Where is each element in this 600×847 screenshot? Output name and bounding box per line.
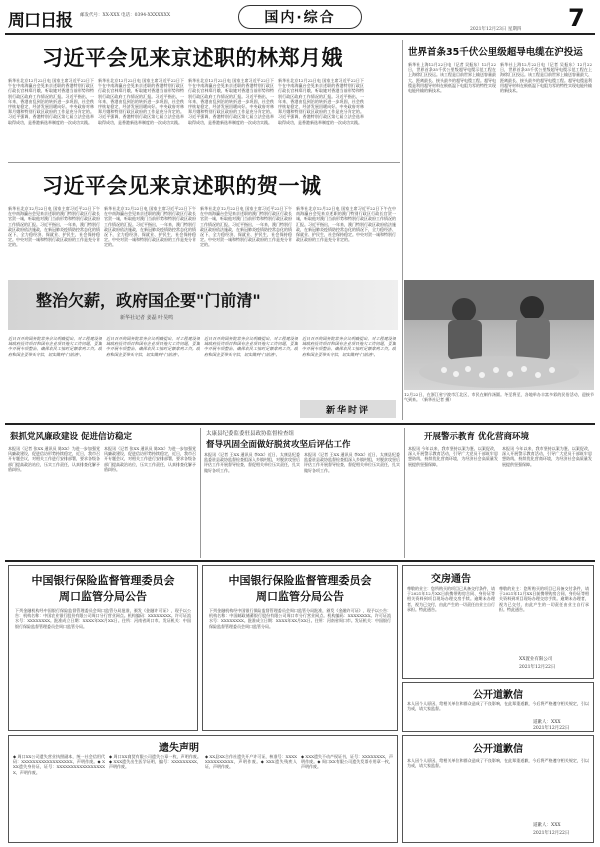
notice2-box [202, 565, 398, 731]
mid-center-col1: 本报讯（记者 王XX 通讯员 李XX）近日，太康县纪委监委驻县政协监督检查组深入乡镇村组，对脱贫攻坚后评估工作开展督导检查，督促相关单位压实责任，扎实做好各项工作。 [204, 452, 300, 473]
mid-right-col1: 本报讯 今年以来，我市坚持以案为鉴、以案促改，深入开展警示教育活动，引导广大党员干部筑牢思想防线，持续优化营商环境，为经济社会高质量发展提供坚强保障。 [408, 446, 498, 467]
commentary-col1: 近日召开的国务院常务会议明确提出，对工程建设领域政府投资项目和国有企业项目拖欠工资问题，要集中开展专项整治，确保农民工按时足额拿到工资。政府和国企要带头守信，切实做到"门前清"。 [8, 336, 102, 357]
photo-scene-icon [404, 280, 594, 390]
lost-title: 遗失声明 [159, 743, 199, 754]
apology1-date: 2021年12月22日 [533, 726, 570, 731]
lead1-col3: 新华社北京12月22日电 国家主席习近平22日下午在中南海瀛台会见来京述职的香港特别行政区行政长官林郑月娥，听取她对香港当前形势和特别行政区政府工作情况的汇报。习近平指出，一年来，香港由乱到治的转折进一步巩固，社会秩序恢复稳定，经济发展回暖向好。中央政府对林郑月娥和特别行政区政府的工作是充分肯定的。习近平强调，香港特别行政区第七届立法会选举取得成功，是香港新选举制度的一次成功实践。 [188, 78, 274, 125]
commentary-col2: 近日召开的国务院常务会议明确提出，对工程建设领域政府投资项目和国有企业项目拖欠工资问题，要集中开展专项整治，确保农民工按时足额拿到工资。政府和国企要带头守信，切实做到"门前清"。 [106, 336, 200, 357]
apology1-title: 公开道歉信 [473, 690, 523, 701]
apology2-signature: 道歉人：XXX [533, 823, 561, 828]
commentary-title: 整治欠薪，政府国企要"门前清" [36, 291, 261, 310]
apology2-title: 公开道歉信 [473, 744, 523, 755]
mid-left-col2: 本报讯（记者 张XX 通讯员 陈XX）为进一步加强党风廉政建设，促进信访形势持续稳定，近日，我市召开专题会议，对相关工作进行安排部署，要求各级各部门提高政治站位，压实工作责任，认真排查化解矛盾纠纷。 [104, 446, 196, 472]
lead1-col2: 新华社北京12月22日电 国家主席习近平22日下午在中南海瀛台会见来京述职的香港特别行政区行政长官林郑月娥，听取她对香港当前形势和特别行政区政府工作情况的汇报。习近平指出，一年来，香港由乱到治的转折进一步巩固，社会秩序恢复稳定，经济发展回暖向好。中央政府对林郑月娥和特别行政区政府的工作是充分肯定的。习近平强调，香港特别行政区第七届立法会选举取得成功，是香港新选举制度的一次成功实践。 [98, 78, 184, 125]
notice2-body: 下列金融机构经中国银行保险监督管理委员会周口监管分局批准，颁发《金融许可证》，现予以公告：机构名称：中国邮政储蓄银行股份有限公司周口市分行营业网点。机构编码：XXXXXXXX。许可证流水号：XXXXXXXX。批准成立日期：XXXX年XX月XX日。住所：河南省周口市。发证机关：中国银行保险监督管理委员会周口监管分局。 [209, 608, 391, 629]
apology1-box [402, 682, 594, 732]
traffic-box [402, 565, 594, 679]
lead1-col4: 新华社北京12月22日电 国家主席习近平22日下午在中南海瀛台会见来京述职的香港特别行政区行政长官林郑月娥，听取她对香港当前形势和特别行政区政府工作情况的汇报。习近平指出，一年来，香港由乱到治的转折进一步巩固，社会秩序恢复稳定，经济发展回暖向好。中央政府对林郑月娥和特别行政区政府的工作是充分肯定的。习近平强调，香港特别行政区第七届立法会选举取得成功，是香港新选举制度的一次成功实践。 [278, 78, 364, 125]
commentary-col4: 近日召开的国务院常务会议明确提出，对工程建设领域政府投资项目和国有企业项目拖欠工资问题，要集中开展专项整治，确保农民工按时足额拿到工资。政府和国企要带头守信，切实做到"门前清"。 [302, 336, 396, 357]
lead2-headline: 习近平会见来京述职的贺一诚 [42, 174, 322, 198]
notice1-title-line2: 周口监管分局公告 [59, 590, 147, 603]
right-headline: 世界首条35千伏公里级超导电缆在沪投运 [408, 47, 583, 58]
section-title: 国内·综合 [238, 5, 362, 29]
notice1-box [8, 565, 198, 731]
notice1-body: 下列金融机构经中国银行保险监督管理委员会周口监管分局批准，颁发《金融许可证》，现予以公告：机构名称：中国农业银行股份有限公司周口分行营业网点。机构编码：XXXXXXXX。许可证流水号：XXXXXXXX。批准成立日期：XXXX年XX月XX日。住所：河南省周口市。发证机关：中国银行保险监督管理委员会周口监管分局。 [15, 608, 191, 629]
issue-date: 2021年12月23日 星期四 [470, 27, 522, 32]
right-col2: 新华社上海12月22日电（记者 吴振东）12月22日，世界首条35千伏公里级超导电缆示范工程在上海徐汇区投运。该工程是目前世界上输送容量最大、距离最长、接头最多的超导电缆工程。超导电缆是利用超导材料在极低温下电阻为零的特性实现电能传输的新技术。 [500, 62, 592, 94]
apology1-signature: 道歉人：XXX [533, 720, 561, 725]
mid-center-kicker: 太康县纪委监委驻县政协监督检查组 [206, 431, 295, 437]
news-photo [404, 280, 594, 390]
lost-col1: ◆ 周口XX公司遗失营业执照副本，统一社会信用代码：XXXXXXXXXXXXXXXXXX，声明作废。◆ XXX遗失身份证，证号：XXXXXXXXXXXXXXXXXX，声明作废。 [13, 754, 105, 775]
mid-left-col1: 本报讯（记者 张XX 通讯员 陈XX）为进一步加强党风廉政建设，促进信访形势持续稳定，近日，我市召开专题会议，对相关工作进行安排部署，要求各级各部门提高政治站位，压实工作责任，认真排查化解矛盾纠纷。 [8, 446, 100, 472]
mid-left-headline: 狠抓党风廉政建设 促进信访稳定 [10, 432, 132, 442]
lead1-headline: 习近平会见来京述职的林郑月娥 [42, 46, 343, 70]
mid-right-col2: 本报讯 今年以来，我市坚持以案为鉴、以案促改，深入开展警示教育活动，引导广大党员干部筑牢思想防线，持续优化营商环境，为经济社会高质量发展提供坚强保障。 [502, 446, 592, 467]
lost-col4: ◆ XXX遗失不动产权证书，证号：XXXXXXXX，声明作废。◆ 周口XX有限公司遗失发票专用章一枚，声明作废。 [301, 754, 393, 770]
lost-col3: ◆ XX县XX合作社遗失开户许可证，核准号：XXXXXXXXXXXXXX，声明作废。◆ XXX遗失残疾人证，声明作废。 [205, 754, 297, 770]
traffic-title: 交房通告 [431, 574, 471, 585]
right-col1: 新华社上海12月22日电（记者 吴振东）12月22日，世界首条35千伏公里级超导电缆示范工程在上海徐汇区投运。该工程是目前世界上输送容量最大、距离最长、接头最多的超导电缆工程。超导电缆是利用超导材料在极低温下电阻为零的特性实现电能传输的新技术。 [408, 62, 496, 94]
photo-caption: 12月22日，在浙江省宁波市江北区，市民在制作汤圆。冬至将至，各地举办丰富多彩的民俗活动，迎接节气到来。（新华社记者 摄） [404, 392, 594, 403]
lead2-col1: 新华社北京12月22日电 国家主席习近平22日下午在中南海瀛台会见来京述职的澳门特别行政区行政长官贺一诚，听取他对澳门当前形势和特别行政区政府工作情况的汇报。习近平指出，一年来，澳门特别行政区政府依法施政，在新冠肺炎疫情防控常态化的情况下，全力稳经济、保就业、护民生，社会保持稳定。中央对贺一诚和特别行政区政府的工作是充分肯定的。 [8, 206, 100, 248]
apology1-body: 本人因个人原因，给相关单位和群众造成了不良影响，在此郑重道歉，今后将严格遵守相关规定，引以为戒，请大家监督。 [407, 701, 589, 712]
apology2-date: 2021年12月22日 [533, 831, 570, 836]
masthead [0, 0, 600, 36]
commentary-col3: 近日召开的国务院常务会议明确提出，对工程建设领域政府投资项目和国有企业项目拖欠工资问题，要集中开展专项整治，确保农民工按时足额拿到工资。政府和国企要带头守信，切实做到"门前清"。 [204, 336, 298, 357]
commentary-tag: 新华时评 [300, 400, 396, 418]
commentary-byline: 新华社记者 姜磊 叶昊鸣 [120, 315, 174, 321]
mid-center-col2: 本报讯（记者 王XX 通讯员 李XX）近日，太康县纪委监委驻县政协监督检查组深入乡镇村组，对脱贫攻坚后评估工作开展督导检查，督促相关单位压实责任，扎实做好各项工作。 [304, 452, 400, 473]
newspaper-logo: 周口日报 [8, 11, 72, 31]
lead2-col2: 新华社北京12月22日电 国家主席习近平22日下午在中南海瀛台会见来京述职的澳门特别行政区行政长官贺一诚，听取他对澳门当前形势和特别行政区政府工作情况的汇报。习近平指出，一年来，澳门特别行政区政府依法施政，在新冠肺炎疫情防控常态化的情况下，全力稳经济、保就业、护民生，社会保持稳定。中央对贺一诚和特别行政区政府的工作是充分肯定的。 [104, 206, 196, 248]
lead1-col1: 新华社北京12月22日电 国家主席习近平22日下午在中南海瀛台会见来京述职的香港特别行政区行政长官林郑月娥，听取她对香港当前形势和特别行政区政府工作情况的汇报。习近平指出，一年来，香港由乱到治的转折进一步巩固，社会秩序恢复稳定，经济发展回暖向好。中央政府对林郑月娥和特别行政区政府的工作是充分肯定的。习近平强调，香港特别行政区第七届立法会选举取得成功，是香港新选举制度的一次成功实践。 [8, 78, 94, 125]
notice1-title-line1: 中国银行保险监督管理委员会 [31, 574, 175, 587]
lost-box [8, 735, 398, 843]
apology2-body: 本人因个人原因，给相关单位和群众造成了不良影响，在此郑重道歉，今后将严格遵守相关规定，引以为戒，请大家监督。 [407, 758, 589, 769]
traffic-date: 2021年12月22日 [519, 665, 556, 670]
notice2-title-line1: 中国银行保险监督管理委员会 [228, 574, 372, 587]
traffic-signature: XX置业有限公司 [519, 657, 553, 662]
lead2-col4: 新华社北京12月22日电 国家主席习近平22日下午在中南海瀛台会见来京述职的澳门特别行政区行政长官贺一诚，听取他对澳门当前形势和特别行政区政府工作情况的汇报。习近平指出，一年来，澳门特别行政区政府依法施政，在新冠肺炎疫情防控常态化的情况下，全力稳经济、保就业、护民生，社会保持稳定。中央对贺一诚和特别行政区政府的工作是充分肯定的。 [296, 206, 396, 243]
lead2-col3: 新华社北京12月22日电 国家主席习近平22日下午在中南海瀛台会见来京述职的澳门特别行政区行政长官贺一诚，听取他对澳门当前形势和特别行政区政府工作情况的汇报。习近平指出，一年来，澳门特别行政区政府依法施政，在新冠肺炎疫情防控常态化的情况下，全力稳经济、保就业、护民生，社会保持稳定。中央对贺一诚和特别行政区政府的工作是充分肯定的。 [200, 206, 292, 248]
mid-center-headline: 督导巩固全面做好脱贫攻坚后评估工作 [206, 440, 351, 450]
lost-col2: ◆ 周口XX商贸有限公司遗失公章一枚，声明作废。◆ XXX遗失出生医学证明，编号：XXXXXXXXX，声明作废。 [109, 754, 201, 770]
mid-right-headline: 开展警示教育 优化营商环境 [424, 432, 529, 442]
traffic-col1: 尊敬的业主：您所购买的项目已具备交付条件，请于2021年12月XX日前携带购房合同、身份证等相关资料到项目现场办理交房手续。逾期未办理者，视为已交付，由此产生的一切责任由业主自行承担。特此通告。 [407, 586, 495, 612]
masthead-rule [5, 33, 595, 35]
traffic-col2: 尊敬的业主：您所购买的项目已具备交付条件，请于2021年12月XX日前携带购房合同、身份证等相关资料到项目现场办理交房手续。逾期未办理者，视为已交付，由此产生的一切责任由业主自行承担。特此通告。 [499, 586, 589, 612]
page-number: 7 [568, 4, 585, 32]
notice2-title-line2: 周口监管分局公告 [256, 590, 344, 603]
apology2-box [402, 735, 594, 843]
masthead-info: 邮发代号：XX-XXX 电话：0394-XXXXXXX [80, 13, 171, 18]
